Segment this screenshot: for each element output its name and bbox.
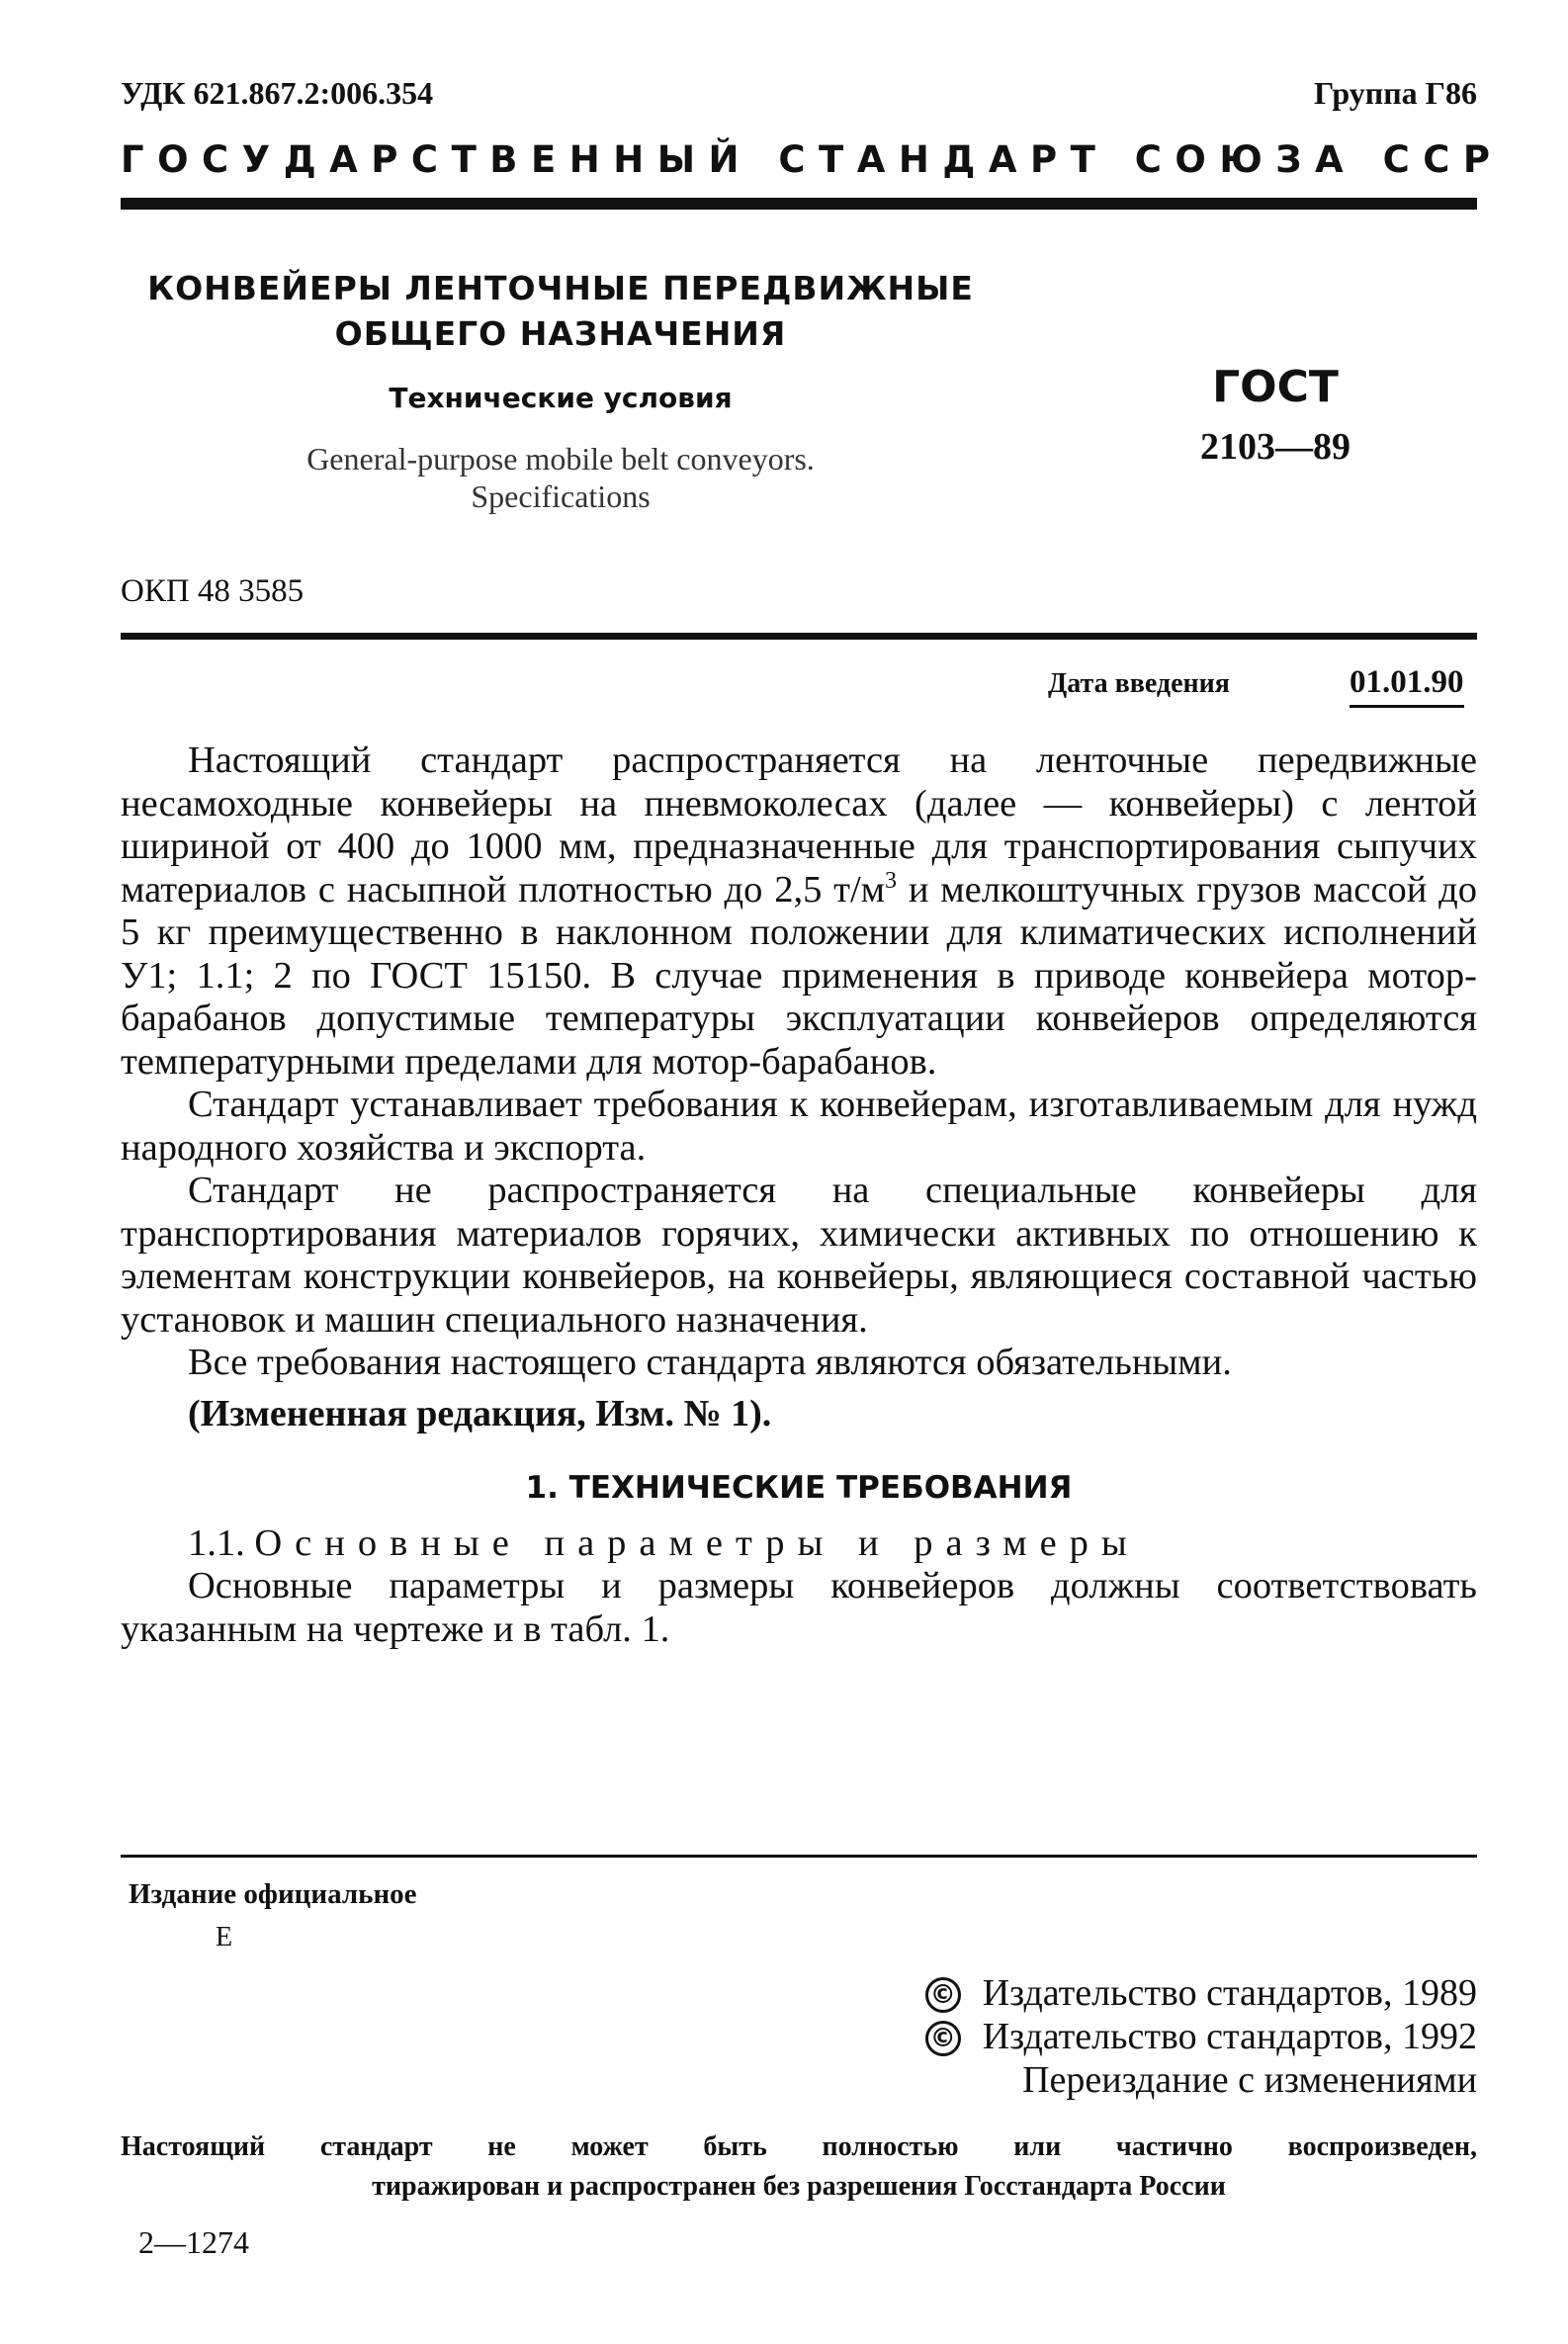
copyright-1989-text: Издательство стандартов, 1989 xyxy=(982,1972,1477,2014)
page-code: 2—1274 xyxy=(138,2224,249,2260)
paragraph-mandatory: Все требования настоящего стандарта являются обязательными. xyxy=(188,1342,1232,1383)
copyright-1989 xyxy=(925,1971,1477,2015)
clause-heading xyxy=(121,1522,1477,1566)
paragraph-exclusions: Стандарт не распространяется на специальные конвейеры для транспортирования материалов горячих, химически активных по отношению к элементам конструкции конвейеров, на конвейеры, являющиеся составной частью установок и машин специального назначения. xyxy=(121,1170,1477,1341)
clause-title: Основные параметры и размеры xyxy=(254,1521,1140,1564)
copyright-1992 xyxy=(925,2015,1477,2058)
clause-number: 1.1. xyxy=(188,1521,245,1564)
amendment-note: (Измененная редакция, Изм. № 1). xyxy=(188,1392,772,1434)
paragraph-scope xyxy=(121,739,1477,1084)
paragraph-scope-part-1: Настоящий стандарт распространяется на ленточные передвижные несамоходные конвейеры на пневмоколесах (далее — конвейеры) с лентой шириной от 400 до 1000 мм, предназначенные для транспортирования сыпучих материалов с насыпной плотностью до 2,5 т/м xyxy=(121,739,1477,911)
document-title-line-1: КОНВЕЙЕРЫ ЛЕНТОЧНЫЕ ПЕРЕДВИЖНЫЕ xyxy=(147,269,974,307)
document-body xyxy=(121,739,1477,1651)
footer-divider xyxy=(121,1855,1477,1858)
reproduction-notice-line-2: тиражирован и распространен без разрешения Госстандарта России xyxy=(372,2171,1226,2202)
english-title-line-2: Specifications xyxy=(471,478,651,514)
edition-mark: Е xyxy=(216,1922,233,1953)
section-heading: 1. ТЕХНИЧЕСКИЕ ТРЕБОВАНИЯ xyxy=(525,1470,1073,1506)
official-edition-label: Издание официальное xyxy=(129,1878,417,1910)
copyright-icon: © xyxy=(925,2021,961,2056)
okp-code: ОКП 48 3585 xyxy=(121,573,305,609)
effective-date-value: 01.01.90 xyxy=(1350,664,1464,708)
group-code: Группа Г86 xyxy=(1314,75,1477,111)
state-standard-heading: ГОСУДАРСТВЕННЫЙ СТАНДАРТ СОЮЗА ССР xyxy=(121,138,1504,181)
document-title-line-2: ОБЩЕГО НАЗНАЧЕНИЯ xyxy=(334,314,787,353)
clause-text: Основные параметры и размеры конвейеров должны соответствовать указанным на чертеже и в табл. 1. xyxy=(121,1565,1477,1650)
okp-divider xyxy=(121,633,1477,640)
paragraph-requirements: Стандарт устанавливает требования к конвейерам, изготавливаемым для нужд народного хозяйства и экспорта. xyxy=(121,1084,1477,1169)
udk-code: УДК 621.867.2:006.354 xyxy=(121,75,434,111)
superscript-cubic: 3 xyxy=(885,867,898,894)
gost-label: ГОСТ xyxy=(1212,362,1339,412)
header-divider xyxy=(121,198,1477,210)
english-title-line-1: General-purpose mobile belt conveyors. xyxy=(306,441,815,477)
gost-number: 2103—89 xyxy=(1200,426,1350,468)
copyright-icon: © xyxy=(925,1977,961,2013)
copyright-1992-text: Издательство стандартов, 1992 xyxy=(982,2016,1477,2057)
document-subtitle: Технические условия xyxy=(389,382,733,414)
reproduction-notice-line-1: Настоящий стандарт не может быть полностью или частично воспроизведен, xyxy=(121,2131,1477,2162)
paragraph-scope-part-2: и мелкоштучных грузов массой до 5 кг преимущественно в наклонном положении для климатических исполнений У1; 1.1; 2 по ГОСТ 15150. В случае применения в приводе конвейера мотор-барабанов допустимые температуры эксплуатации конвейеров определяются температурными пределами для мотор-барабанов. xyxy=(121,868,1477,1083)
reissue-note: Переиздание с изменениями xyxy=(1022,2059,1477,2101)
effective-date-label: Дата введения xyxy=(1048,668,1230,699)
